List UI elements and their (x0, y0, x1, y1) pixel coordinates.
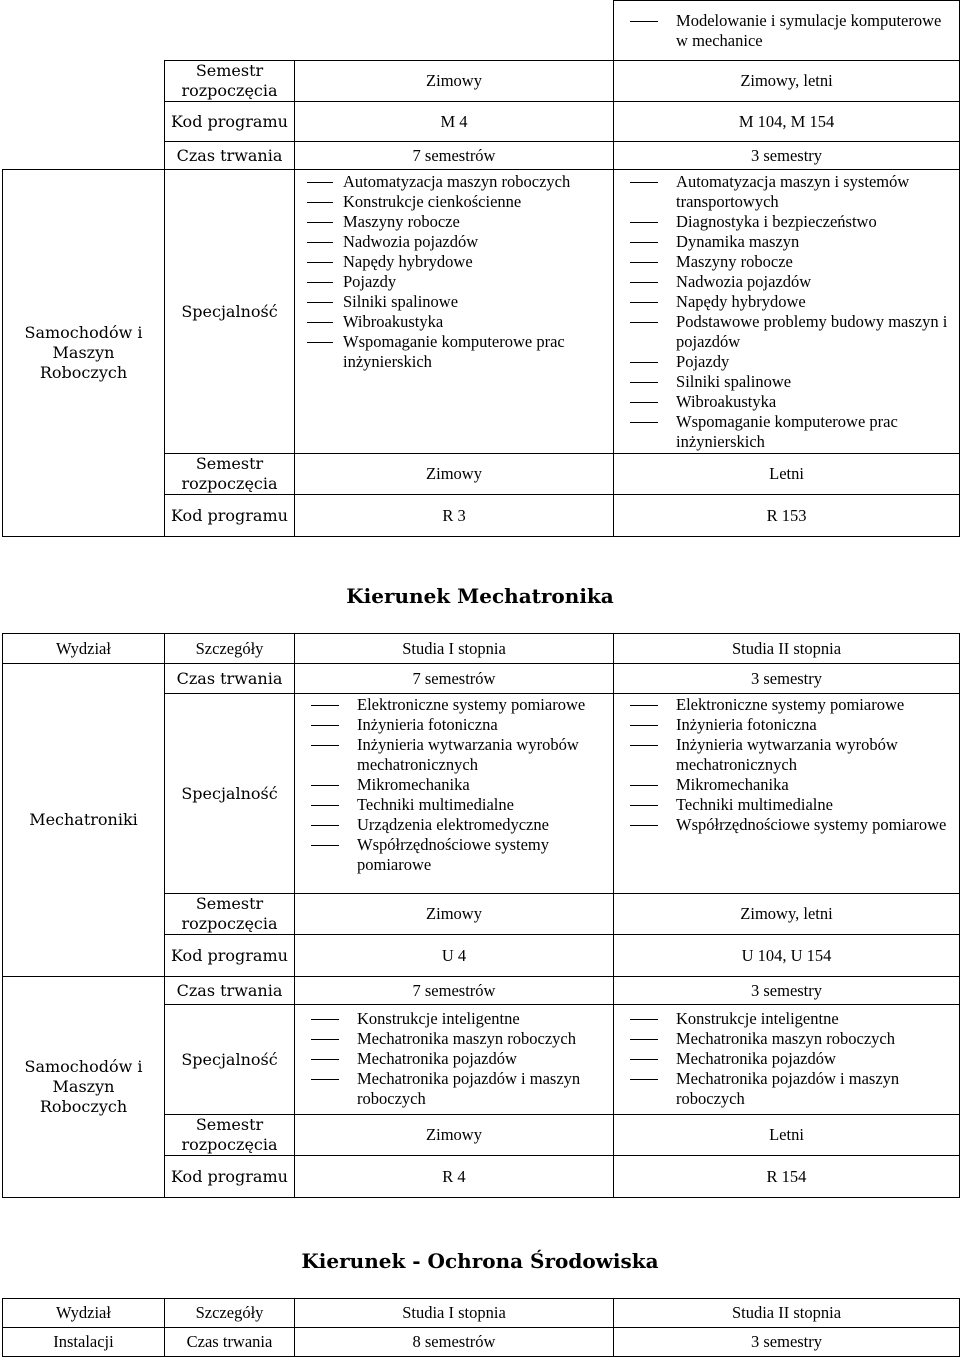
specialization-item: Automatyzacja maszyn roboczych (301, 172, 607, 192)
specialization-item: Techniki multimedialne (620, 795, 953, 815)
program-code-ii: R 153 (614, 495, 960, 537)
section-heading: Kierunek Mechatronika (346, 584, 614, 608)
specialization-list-i (301, 695, 607, 875)
semester-start-i: Zimowy (295, 1115, 614, 1156)
duration-ii: 3 semestry (614, 664, 960, 694)
table-mechatronika (2, 633, 960, 1198)
program-code-i: M 4 (295, 102, 614, 142)
kod-label: Kod programu (165, 495, 295, 537)
specialization-item: Techniki multimedialne (301, 795, 607, 815)
program-code-ii: U 104, U 154 (614, 935, 960, 977)
program-code-i: R 3 (295, 495, 614, 537)
specialization-list-ii (620, 695, 953, 835)
header-szczegoly: Szczegóły (165, 1299, 295, 1328)
specialization-item: Inżynieria fotoniczna (301, 715, 607, 735)
semester-start-ii: Letni (614, 454, 960, 495)
specialization-item: Mikromechanika (620, 775, 953, 795)
specialization-item: Napędy hybrydowe (301, 252, 607, 272)
duration-i: 8 semestrów (295, 1328, 614, 1357)
specialization-item: Podstawowe problemy budowy maszyn i pojazdów (620, 312, 953, 352)
program-code-ii: R 154 (614, 1156, 960, 1198)
header-studia-ii: Studia II stopnia (614, 1299, 960, 1328)
specialization-item: Inżynieria wytwarzania wyrobów mechatronicznych (301, 735, 607, 775)
specialization-item: Mechatronika pojazdów (301, 1049, 607, 1069)
duration-i: 7 semestrów (295, 142, 614, 170)
program-code-i: R 4 (295, 1156, 614, 1198)
specialization-item: Nadwozia pojazdów (620, 272, 953, 292)
specialization-item: Maszyny robocze (301, 212, 607, 232)
faculty-cell: Samochodów i Maszyn Roboczych (3, 977, 165, 1198)
duration-ii: 3 semestry (614, 142, 960, 170)
specialization-item: Nadwozia pojazdów (301, 232, 607, 252)
specialization-item: Silniki spalinowe (301, 292, 607, 312)
specialization-item: Mechatronika maszyn roboczych (301, 1029, 607, 1049)
specialization-item: Wspomaganie komputerowe prac inżynierskich (301, 332, 607, 372)
specjalnosc-label: Specjalność (165, 1005, 295, 1115)
program-code-i: U 4 (295, 935, 614, 977)
semester-start-i: Zimowy (295, 61, 614, 102)
kod-label: Kod programu (165, 1156, 295, 1198)
specialization-item: Wibroakustyka (620, 392, 953, 412)
specialization-item: Silniki spalinowe (620, 372, 953, 392)
specialization-item: Maszyny robocze (620, 252, 953, 272)
table-samochody (2, 0, 960, 537)
specialization-item: Współrzędnościowe systemy pomiarowe (620, 815, 953, 835)
specialization-item: Konstrukcje inteligentne (301, 1009, 607, 1029)
section-heading: Kierunek - Ochrona Środowiska (301, 1249, 659, 1273)
faculty-cell: Samochodów i Maszyn Roboczych (3, 170, 165, 537)
specialization-list-ii (620, 172, 953, 452)
specialization-item: Inżynieria fotoniczna (620, 715, 953, 735)
specialization-item: Współrzędnościowe systemy pomiarowe (301, 835, 607, 875)
specialization-item: Diagnostyka i bezpieczeństwo (620, 212, 953, 232)
semestr-label: Semestr rozpoczęcia (165, 454, 295, 495)
top-fragment-cell (614, 1, 960, 61)
specialization-item: Pojazdy (620, 352, 953, 372)
table-ochrona-srodowiska (2, 1298, 960, 1357)
specialization-item: Mechatronika pojazdów i maszyn roboczych (301, 1069, 607, 1109)
specialization-item: Wspomaganie komputerowe prac inżynierskich (620, 412, 953, 452)
header-szczegoly: Szczegóły (165, 634, 295, 664)
list-item: Modelowanie i symulacje komputerowe w mechanice (620, 11, 953, 51)
semester-start-i: Zimowy (295, 454, 614, 495)
specialization-list-i (301, 172, 607, 372)
specialization-item: Inżynieria wytwarzania wyrobów mechatronicznych (620, 735, 953, 775)
semestr-label: Semestr rozpoczęcia (165, 61, 295, 102)
specialization-item: Mikromechanika (301, 775, 607, 795)
czas-label: Czas trwania (165, 977, 295, 1005)
specialization-item: Mechatronika pojazdów i maszyn roboczych (620, 1069, 953, 1109)
duration-ii: 3 semestry (614, 1328, 960, 1357)
faculty-cell: Instalacji (3, 1328, 165, 1357)
header-studia-i: Studia I stopnia (295, 634, 614, 664)
specialization-item: Pojazdy (301, 272, 607, 292)
header-studia-ii: Studia II stopnia (614, 634, 960, 664)
semestr-label: Semestr rozpoczęcia (165, 894, 295, 935)
semester-start-i: Zimowy (295, 894, 614, 935)
specialization-item: Automatyzacja maszyn i systemów transportowych (620, 172, 953, 212)
semestr-label: Semestr rozpoczęcia (165, 1115, 295, 1156)
duration-i: 7 semestrów (295, 977, 614, 1005)
semester-start-ii: Zimowy, letni (614, 894, 960, 935)
specialization-list-i (301, 1009, 607, 1109)
header-wydzial: Wydział (3, 634, 165, 664)
semester-start-ii: Zimowy, letni (614, 61, 960, 102)
czas-label: Czas trwania (165, 664, 295, 694)
header-studia-i: Studia I stopnia (295, 1299, 614, 1328)
specjalnosc-label: Specjalność (165, 694, 295, 894)
specialization-item: Elektroniczne systemy pomiarowe (620, 695, 953, 715)
semester-start-ii: Letni (614, 1115, 960, 1156)
duration-i: 7 semestrów (295, 664, 614, 694)
kod-label: Kod programu (165, 102, 295, 142)
specialization-item: Konstrukcje cienkościenne (301, 192, 607, 212)
specialization-item: Elektroniczne systemy pomiarowe (301, 695, 607, 715)
faculty-cell: Mechatroniki (3, 664, 165, 977)
specialization-item: Mechatronika maszyn roboczych (620, 1029, 953, 1049)
header-wydzial: Wydział (3, 1299, 165, 1328)
kod-label: Kod programu (165, 935, 295, 977)
specialization-item: Konstrukcje inteligentne (620, 1009, 953, 1029)
specialization-item: Napędy hybrydowe (620, 292, 953, 312)
specialization-item: Mechatronika pojazdów (620, 1049, 953, 1069)
specjalnosc-label: Specjalność (165, 170, 295, 454)
specialization-item: Dynamika maszyn (620, 232, 953, 252)
duration-ii: 3 semestry (614, 977, 960, 1005)
czas-label: Czas trwania (165, 142, 295, 170)
specialization-item: Urządzenia elektromedyczne (301, 815, 607, 835)
czas-label: Czas trwania (165, 1328, 295, 1357)
program-code-ii: M 104, M 154 (614, 102, 960, 142)
specialization-list-ii (620, 1009, 953, 1109)
specialization-item: Wibroakustyka (301, 312, 607, 332)
